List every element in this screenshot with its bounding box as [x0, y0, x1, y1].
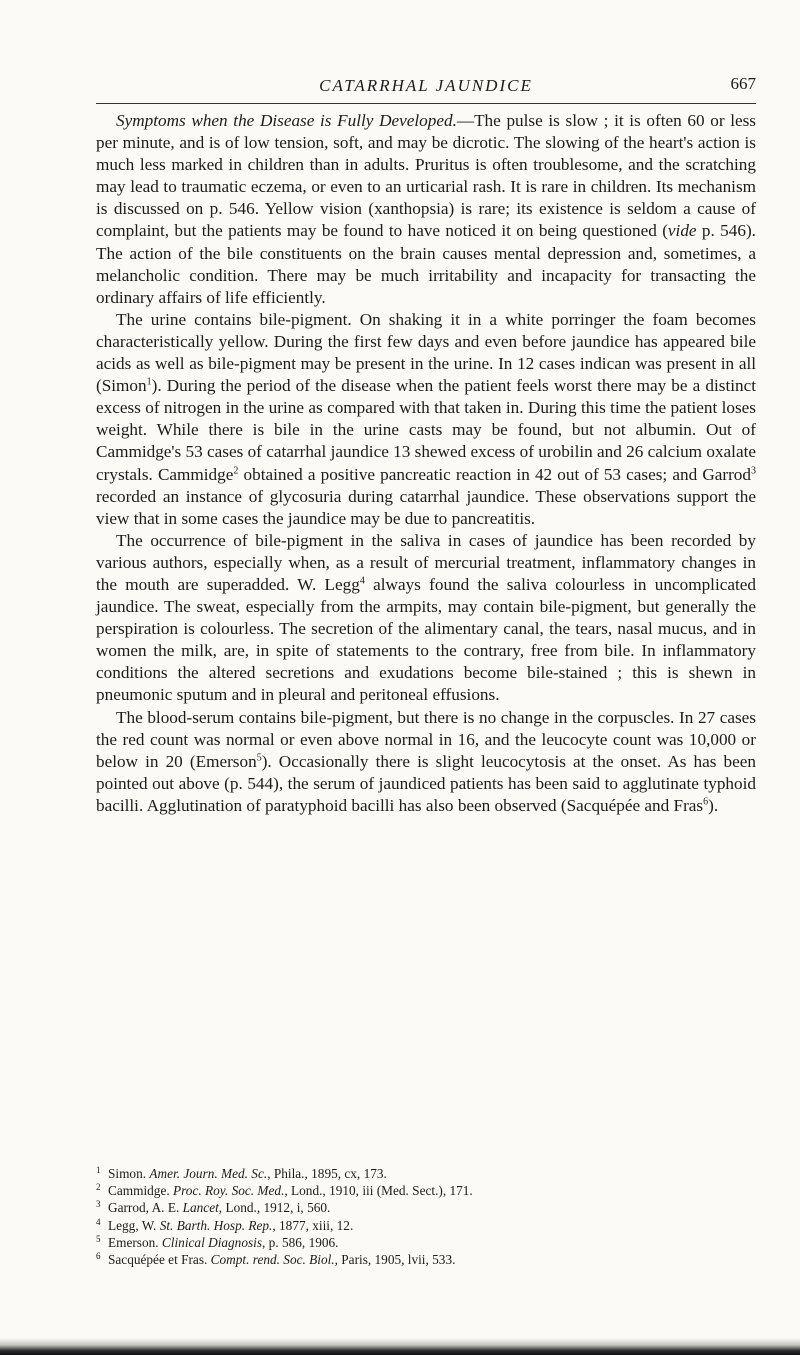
footnote-detail: , Lond., 1912, i, 560. [218, 1200, 331, 1216]
footnote-source: Amer. Journ. Med. Sc. [149, 1166, 268, 1181]
text-run: ). [708, 795, 719, 815]
header-rule [96, 103, 756, 104]
footnote-detail: , 1877, xiii, 12. [272, 1217, 354, 1233]
footnote-source: Clinical Diagnosis [161, 1234, 263, 1250]
footnote-number: 1 [96, 1165, 101, 1175]
running-head [96, 68, 756, 96]
page-bottom-edge [0, 1338, 800, 1355]
text-run: The urine contains bile-pigment. On shaking it in a white porringer the foam becomes characteristically yellow. During the first few days and even before jaundice has appeared bile acids as well as bile-pigment may be present in the urine. In 12 cases indican was present in all (Simon [96, 309, 756, 396]
text-run: —The pulse is slow ; it is often 60 or less per minute, and is of low tension, soft, and may be dicrotic. The slowing of the heart's action is much less marked in children than in adults. Pruritus is often troublesome, and the scratching may lead to traumatic eczema, or even to an urticarial rash. It is rare in children. Its mechanism is discussed on p. 546. Yellow vision (xanthopsia) is rare; its existence is seldom a cause of complaint, but the patients may be found to have noticed it on being questioned ( [96, 111, 756, 241]
footnote-detail: , Lond., 1910, iii (Med. Sect.), 171. [284, 1183, 473, 1199]
paragraph-symptoms [96, 110, 756, 309]
footnote-ref: 3 [751, 464, 756, 476]
footnote [96, 1217, 776, 1234]
footnote-ref: 5 [256, 751, 262, 763]
text-run: ). During the period of the disease when the patient feels worst there may be a distinct excess of nitrogen in the urine as compared with that taken in. During this time the patient loses weight. While there is bile in the urine casts may be found, but not albumin. Out of Cammidge's 53 cases of catarrhal jaundice 13 shewed excess of urobilin and 26 calcium oxalate crystals. Cammidge [96, 376, 756, 484]
footnote-number: 2 [96, 1182, 101, 1193]
text-run-italic: vide [667, 221, 697, 241]
footnote-author: Emerson. [108, 1234, 162, 1250]
running-title: CATARRHAL JAUNDICE [319, 76, 533, 95]
footnote-source: Lancet [182, 1200, 219, 1216]
text-run: always found the saliva colourless in uncomplicated jaundice. The sweat, especially from the armpits, may contain bile-pigment, but generally the perspiration is colourless. The secretion of the alimentary canal, the tears, nasal mucus, and in women the milk, are, in spite of statements to the contrary, free from bile. In inflammatory conditions the altered secretions and exudations become bile-stained ; this is shewn in pneumonic sputum and in pleural and peritoneal effusions. [96, 574, 756, 705]
footnote-detail: , Phila., 1895, cx, 173. [267, 1166, 387, 1181]
footnote-ref: 1 [146, 376, 152, 388]
paragraph-urine [96, 309, 756, 530]
footnote [96, 1234, 776, 1251]
footnote [96, 1165, 776, 1182]
paragraph-saliva [96, 530, 756, 707]
footnote [96, 1199, 776, 1216]
footnote-detail: , p. 586, 1906. [262, 1234, 339, 1250]
text-run: p. 546). The action of the bile constituents on the brain causes mental depression and, sometimes, a melancholic condition. There may be much irritability and incapacity for transacting the ordinary affairs of life efficiently. [96, 221, 756, 307]
footnote-number: 5 [96, 1233, 101, 1244]
text-run: ). Occasionally there is slight leucocytosis at the onset. As has been pointed out above (p. 544), the serum of jaundiced patients has been said to agglutinate typhoid bacilli. Agglutination of paratyphoid bacilli has also been observed (Sacquépée and Fras [96, 751, 756, 815]
footnote [96, 1182, 776, 1199]
paragraph-blood-serum [96, 707, 756, 817]
footnote-number: 4 [96, 1216, 101, 1227]
footnote-source: St. Barth. Hosp. Rep. [159, 1217, 273, 1233]
footnote-number: 3 [96, 1199, 101, 1210]
footnote-author: Simon. [108, 1166, 150, 1181]
footnote-ref: 6 [703, 796, 709, 808]
text-run: recorded an instance of glycosuria during catarrhal jaundice. These observations support the view that in some cases the jaundice may be due to pancreatitis. [96, 486, 756, 528]
footnote-number: 6 [96, 1251, 101, 1262]
footnote-ref: 2 [233, 464, 239, 476]
footnote [96, 1251, 776, 1268]
footnote-source: Proc. Roy. Soc. Med. [173, 1183, 285, 1199]
footnote-ref: 4 [359, 575, 365, 587]
section-heading: Symptoms when the Disease is Fully Developed. [116, 111, 457, 130]
text-run: The blood-serum contains bile-pigment, but there is no change in the corpuscles. In 27 cases the red count was normal or even above normal in 16, and the leucocyte count was 10,000 or below in 20 (Emerson [96, 707, 756, 771]
footnote-author: Legg, W. [108, 1217, 160, 1233]
text-run: The occurrence of bile-pigment in the saliva in cases of jaundice has been recorded by various authors, especially when, as a result of mercurial treatment, inflammatory changes in the mouth are superadded. W. Legg [96, 530, 756, 594]
footnote-author: Garrod, A. E. [108, 1200, 183, 1216]
text-run: obtained a positive pancreatic reaction in 42 out of 53 cases; and Garrod [238, 464, 751, 484]
body-text [96, 110, 756, 817]
footnote-source: Compt. rend. Soc. Biol. [210, 1252, 335, 1268]
page-number: 667 [730, 74, 756, 93]
footnote-author: Sacquépée et Fras. [108, 1252, 211, 1268]
footnote-detail: , Paris, 1905, lvii, 533. [334, 1252, 456, 1268]
footnote-author: Cammidge. [108, 1183, 173, 1199]
footnotes [96, 1165, 776, 1268]
